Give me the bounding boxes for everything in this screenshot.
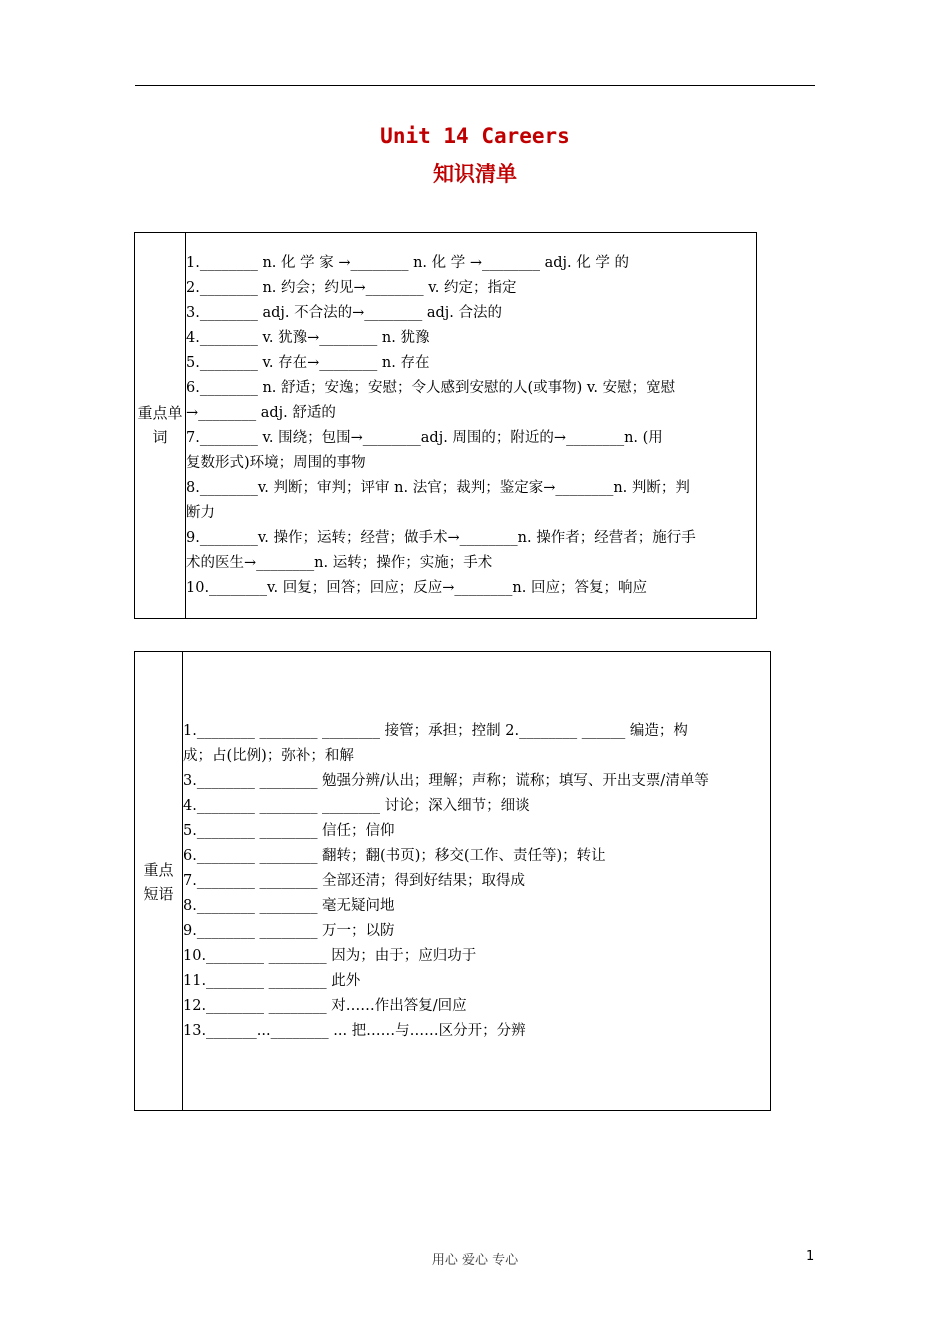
word-entry-line: 7.________ v. 围绕；包围→________adj. 周围的；附近的→________n. (用 [186,430,663,446]
key-words-list [186,251,757,601]
word-entry-line: 8.________v. 判断；审判；评审 n. 法官；裁判；鉴定家→________n. 判断；判 [186,480,690,496]
phrase-entry-line: 12.________ ________ 对……作出答复/回应 [183,998,467,1014]
key-phrases-label-line: 短语 [143,885,174,903]
word-entry-line: 1.________ n. 化 学 家 →________ n. 化 学 →________ adj. 化 学 的 [186,255,629,271]
phrase-entry-line: 3.________ ________ 勉强分辨/认出；理解；声称；谎称；填写、开出支票/清单等 [183,773,709,789]
phrase-entry-line: 11.________ ________ 此外 [183,973,361,989]
word-entry-line: 复数形式)环境；周围的事物 [186,455,366,471]
key-phrases-label-line: 重点 [143,861,174,879]
phrase-entry-line: 6.________ ________ 翻转；翻(书页)；移交(工作、责任等)；转让 [183,848,606,864]
key-phrases-label [135,858,182,906]
page-title: Unit 14 Careers [380,124,570,148]
phrase-entry-line: 5.________ ________ 信任；信仰 [183,823,395,839]
key-words-label [135,401,185,449]
page-footer: 用心 爱心 专心 [431,1253,519,1268]
phrase-entry-line: 4.________ ________ ________ 讨论；深入细节；细谈 [183,798,530,814]
word-entry-line: 3.________ adj. 不合法的→________ adj. 合法的 [186,305,502,321]
word-entry-line: 10.________v. 回复；回答；回应；反应→________n. 回应；答复；响应 [186,580,647,596]
word-entry-line: 断力 [186,505,215,521]
phrase-entry-line: 10.________ ________ 因为；由于；应归功于 [183,948,477,964]
word-entry-line: 术的医生→________n. 运转；操作；实施；手术 [186,555,493,571]
key-words-label-line: 重点单 [137,404,183,422]
key-phrases-list [183,719,771,1044]
word-entry-line: 6.________ n. 舒适；安逸；安慰；令人感到安慰的人(或事物) v. 安慰；宽慰 [186,380,676,396]
word-entry-line: →________ adj. 舒适的 [186,405,336,421]
key-words-label-line: 词 [152,428,168,446]
page-subtitle: 知识清单 [433,162,517,186]
header-rule [135,85,815,86]
key-phrases-table [134,651,771,1111]
word-entry-line: 5.________ v. 存在→________ n. 存在 [186,355,430,371]
phrase-entry-line: 8.________ ________ 毫无疑问地 [183,898,395,914]
key-words-table [134,232,757,619]
phrase-entry-line: 7.________ ________ 全部还清；得到好结果；取得成 [183,873,526,889]
phrase-entry-line: 13._______...________ ... 把……与……区分开；分辨 [183,1023,526,1039]
phrase-entry-line: 9.________ ________ 万一；以防 [183,923,395,939]
phrase-entry-line: 1.________ ________ ________ 接管；承担；控制 2.________ ______ 编造；构 [183,723,688,739]
word-entry-line: 4.________ v. 犹豫→________ n. 犹豫 [186,330,430,346]
page-number: 1 [806,1249,815,1264]
word-entry-line: 2.________ n. 约会；约见→________ v. 约定；指定 [186,280,517,296]
phrase-entry-line: 成；占(比例)；弥补；和解 [183,748,354,764]
word-entry-line: 9.________v. 操作；运转；经营；做手术→________n. 操作者；经营者；施行手 [186,530,696,546]
